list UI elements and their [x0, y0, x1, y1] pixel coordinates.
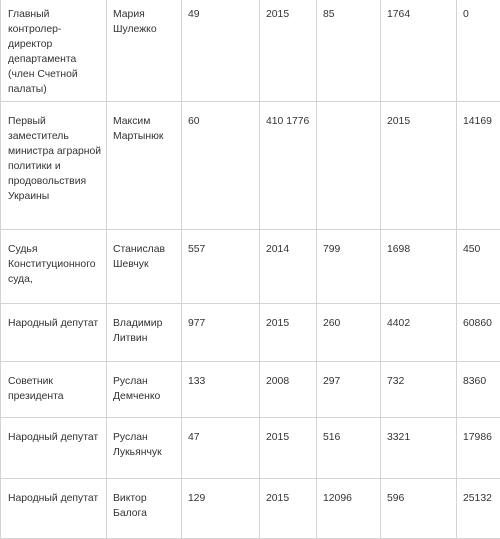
value-cell: 2014 — [260, 230, 317, 304]
value-cell: 2015 — [260, 0, 317, 102]
position-cell: Советник президента — [1, 362, 107, 418]
value-cell: 516 — [317, 418, 381, 479]
name-cell: Станислав Шевчук — [107, 230, 182, 304]
value-cell: 977 — [182, 304, 260, 362]
name-cell: Владимир Литвин — [107, 304, 182, 362]
value-cell: 25132 — [457, 479, 500, 539]
position-cell: Первый заместитель министра аграрной политики и продовольствия Украины — [1, 102, 107, 230]
value-cell: 450 — [457, 230, 500, 304]
position-cell: Судья Конституционного суда, — [1, 230, 107, 304]
name-cell: Руслан Лукьянчук — [107, 418, 182, 479]
value-cell: 14169 — [457, 102, 500, 230]
name-cell: Руслан Демченко — [107, 362, 182, 418]
value-cell: 596 — [381, 479, 457, 539]
table-row — [1, 418, 500, 479]
value-cell: 8360 — [457, 362, 500, 418]
position-cell: Народный депутат — [1, 479, 107, 539]
value-cell: 2015 — [260, 418, 317, 479]
position-cell: Народный депутат — [1, 304, 107, 362]
value-cell: 260 — [317, 304, 381, 362]
value-cell: 410 1776 — [260, 102, 317, 230]
value-cell: 133 — [182, 362, 260, 418]
value-cell — [317, 102, 381, 230]
value-cell: 60860 — [457, 304, 500, 362]
value-cell: 2015 — [381, 102, 457, 230]
value-cell: 1764 — [381, 0, 457, 102]
name-cell: Максим Мартынюк — [107, 102, 182, 230]
value-cell: 17986 — [457, 418, 500, 479]
table-row — [1, 0, 500, 102]
value-cell: 557 — [182, 230, 260, 304]
name-cell: Виктор Балога — [107, 479, 182, 539]
table-row — [1, 304, 500, 362]
value-cell: 85 — [317, 0, 381, 102]
value-cell: 799 — [317, 230, 381, 304]
value-cell: 2008 — [260, 362, 317, 418]
name-cell: Мария Шулежко — [107, 0, 182, 102]
position-cell: Главный контролер-директор департамента (член Счетной палаты) — [1, 0, 107, 102]
position-cell: Народный депутат — [1, 418, 107, 479]
value-cell: 4402 — [381, 304, 457, 362]
value-cell: 2015 — [260, 304, 317, 362]
value-cell: 297 — [317, 362, 381, 418]
value-cell: 49 — [182, 0, 260, 102]
table-row — [1, 102, 500, 230]
value-cell: 0 — [457, 0, 500, 102]
table-row — [1, 479, 500, 539]
table-row — [1, 230, 500, 304]
table-row — [1, 362, 500, 418]
value-cell: 60 — [182, 102, 260, 230]
value-cell: 732 — [381, 362, 457, 418]
value-cell: 129 — [182, 479, 260, 539]
value-cell: 3321 — [381, 418, 457, 479]
value-cell: 1698 — [381, 230, 457, 304]
value-cell: 2015 — [260, 479, 317, 539]
value-cell: 12096 — [317, 479, 381, 539]
value-cell: 47 — [182, 418, 260, 479]
